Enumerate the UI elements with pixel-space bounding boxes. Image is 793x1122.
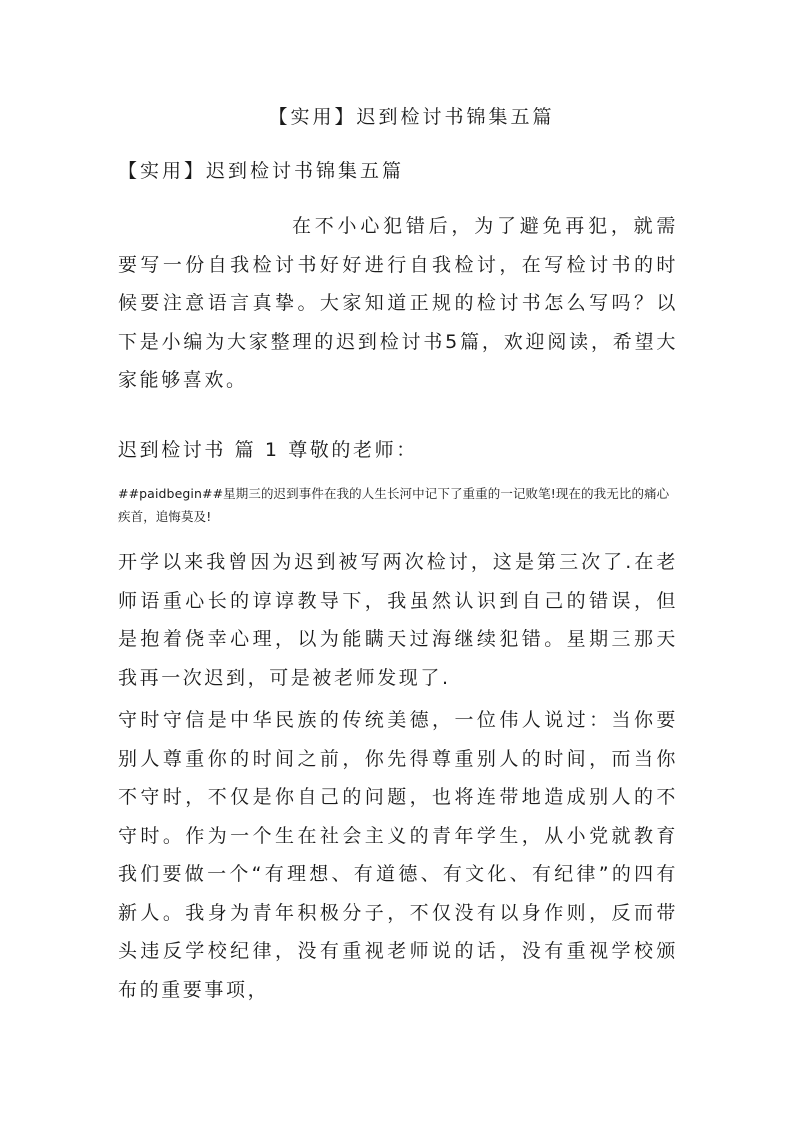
document-title: 【实用】迟到检讨书锦集五篇 bbox=[268, 106, 555, 128]
body-paragraph: 守时守信是中华民族的传统美德，一位伟人说过：当你要别人尊重你的时间之前，你先得尊重别人的时间，而当你不守时，不仅是你自己的问题，也将连带地造成别人的不守时。作为一个生在社会主义的青年学生，从小党就教育我们要做一个“有理想、有道德、有文化、有纪律”的四有新人。我身为青年积极分子，不仅没有以身作则，反而带头违反学校纪律，没有重视老师说的话，没有重视学校颁布的重要事项， bbox=[118, 709, 678, 1001]
paid-paragraph: ##paidbegin##星期三的迟到事件在我的人生长河中记下了重重的一记败笔!现在的我无比的痛心疾首，追悔莫及! bbox=[118, 486, 670, 524]
intro-paragraph: 在不小心犯错后，为了避免再犯，就需要写一份自我检讨书好好进行自我检讨，在写检讨书的时候要注意语言真挚。大家知道正规的检讨书怎么写吗？以下是小编为大家整理的迟到检讨书5篇，欢迎阅读，希望大家能够喜欢。 bbox=[118, 215, 678, 391]
body-paragraph: 开学以来我曾因为迟到被写两次检讨，这是第三次了.在老师语重心长的谆谆教导下，我虽然认识到自己的错误，但是抱着侥幸心理，以为能瞒天过海继续犯错。星期三那天我再一次迟到，可是被老师发现了. bbox=[118, 551, 678, 689]
section-heading: 迟到检讨书 篇 1 尊敬的老师： bbox=[118, 439, 418, 461]
document-subtitle: 【实用】迟到检讨书锦集五篇 bbox=[118, 160, 405, 182]
